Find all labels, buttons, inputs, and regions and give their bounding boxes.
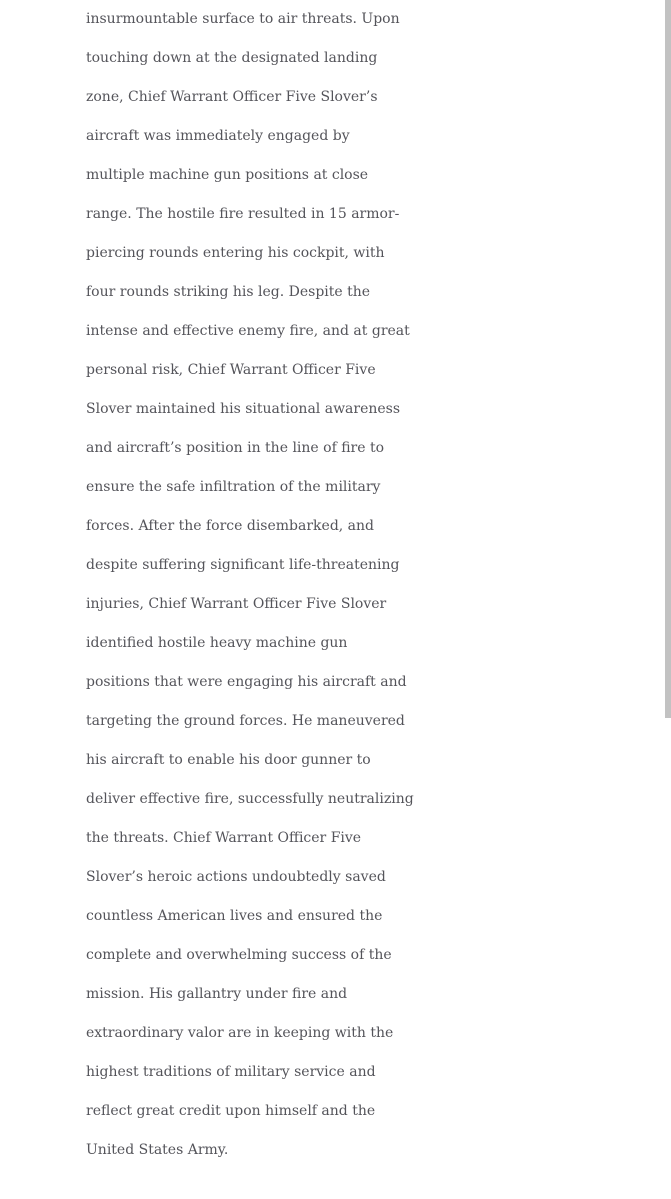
text-line: deliver effective fire, successfully neutralizing — [86, 791, 414, 807]
text-line: zone, Chief Warrant Officer Five Slover’s — [86, 89, 378, 105]
text-line: despite suffering significant life-threatening — [86, 557, 400, 573]
text-line: range. The hostile fire resulted in 15 armor- — [86, 206, 400, 222]
text-line: intense and effective enemy fire, and at great — [86, 323, 410, 339]
text-line: the threats. Chief Warrant Officer Five — [86, 830, 362, 846]
text-line: countless American lives and ensured the — [86, 908, 383, 924]
scrollbar-thumb[interactable] — [665, 0, 671, 718]
text-line: reflect great credit upon himself and the — [86, 1103, 376, 1119]
text-line: Slover maintained his situational awareness — [86, 401, 401, 417]
citation-paragraph — [86, 0, 666, 1170]
text-line: piercing rounds entering his cockpit, with — [86, 245, 385, 261]
text-line: targeting the ground forces. He maneuvered — [86, 713, 405, 729]
text-line: and aircraft’s position in the line of fire to — [86, 440, 385, 456]
text-line: injuries, Chief Warrant Officer Five Slover — [86, 596, 387, 612]
text-line: forces. After the force disembarked, and — [86, 518, 375, 534]
text-line: touching down at the designated landing — [86, 50, 378, 66]
text-line: insurmountable surface to air threats. Upon — [86, 11, 400, 27]
text-line: extraordinary valor are in keeping with the — [86, 1025, 394, 1041]
text-line: his aircraft to enable his door gunner to — [86, 752, 371, 768]
text-line: complete and overwhelming success of the — [86, 947, 392, 963]
text-line: four rounds striking his leg. Despite the — [86, 284, 371, 300]
text-line: mission. His gallantry under fire and — [86, 986, 348, 1002]
text-line: Slover’s heroic actions undoubtedly saved — [86, 869, 386, 885]
text-line: aircraft was immediately engaged by — [86, 128, 350, 144]
text-line: highest traditions of military service and — [86, 1064, 376, 1080]
text-line: identified hostile heavy machine gun — [86, 635, 348, 651]
scrollbar[interactable] — [665, 0, 671, 1199]
text-line: multiple machine gun positions at close — [86, 167, 369, 183]
text-line: United States Army. — [86, 1142, 229, 1158]
text-line: personal risk, Chief Warrant Officer Five — [86, 362, 376, 378]
text-line: ensure the safe infiltration of the military — [86, 479, 381, 495]
text-line: positions that were engaging his aircraft and — [86, 674, 407, 690]
